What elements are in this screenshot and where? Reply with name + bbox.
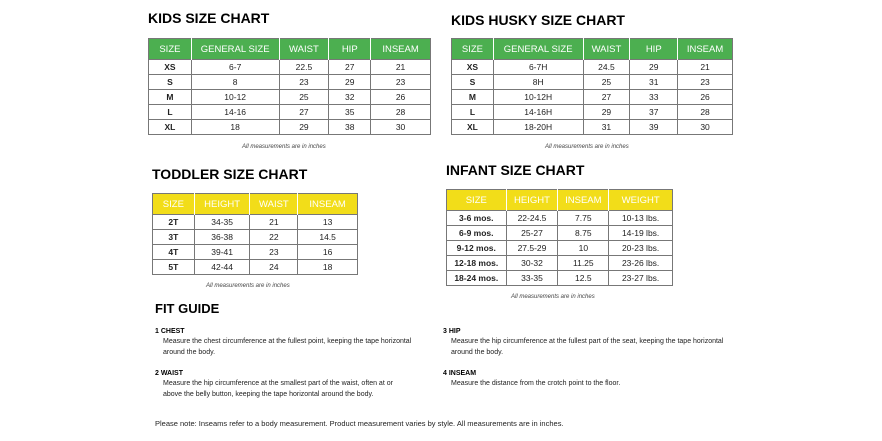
husky-measurement-note: All measurements are in inches xyxy=(545,144,629,150)
table-cell: 5T xyxy=(153,260,195,275)
toddler-measurement-note: All measurements are in inches xyxy=(206,283,290,289)
table-row xyxy=(447,226,673,241)
table-cell: 29 xyxy=(279,120,329,135)
column-header: GENERAL SIZE xyxy=(493,39,583,60)
column-header: INSEAM xyxy=(371,39,431,60)
table-cell: 11.25 xyxy=(558,256,609,271)
infant-size-table xyxy=(446,189,673,286)
table-cell: 31 xyxy=(583,120,630,135)
table-cell: S xyxy=(149,75,192,90)
column-header: HEIGHT xyxy=(506,190,558,211)
table-cell: 10 xyxy=(558,241,609,256)
table-cell: 23-27 lbs. xyxy=(609,271,673,286)
table-header-row xyxy=(452,39,733,60)
table-header-row xyxy=(149,39,431,60)
column-header: INSEAM xyxy=(558,190,609,211)
table-cell: 14-16H xyxy=(493,105,583,120)
table-cell: S xyxy=(452,75,494,90)
table-row xyxy=(153,215,358,230)
table-cell: 18-20H xyxy=(493,120,583,135)
table-cell: 6-7H xyxy=(493,60,583,75)
husky-chart-title: KIDS HUSKY SIZE CHART xyxy=(451,12,625,28)
table-cell: 29 xyxy=(329,75,371,90)
toddler-chart-title: TODDLER SIZE CHART xyxy=(152,166,308,182)
table-cell: 25 xyxy=(583,75,630,90)
kids-chart-title: KIDS SIZE CHART xyxy=(148,10,270,26)
table-row xyxy=(149,60,431,75)
table-row xyxy=(452,120,733,135)
table-cell: 2T xyxy=(153,215,195,230)
table-cell: 27 xyxy=(329,60,371,75)
table-cell: 14.5 xyxy=(298,230,358,245)
column-header: GENERAL SIZE xyxy=(191,39,279,60)
chest-heading: 1 CHEST xyxy=(155,328,185,335)
table-cell: 3-6 mos. xyxy=(447,211,507,226)
table-cell: 7.75 xyxy=(558,211,609,226)
table-cell: 28 xyxy=(371,105,431,120)
hip-heading: 3 HIP xyxy=(443,328,461,335)
waist-instructions: Measure the hip circumference at the smallest part of the waist, often at or above the belly button, keeping the tape horizontal around the body. xyxy=(163,380,393,398)
table-cell: 16 xyxy=(298,245,358,260)
column-header: WAIST xyxy=(583,39,630,60)
hip-instructions: Measure the hip circumference at the fullest part of the seat, keeping the tape horizontal around the body. xyxy=(451,338,724,356)
column-header: WAIST xyxy=(250,194,298,215)
toddler-size-table xyxy=(152,193,358,275)
table-cell: 30-32 xyxy=(506,256,558,271)
table-cell: 10-13 lbs. xyxy=(609,211,673,226)
table-row xyxy=(447,256,673,271)
table-row xyxy=(447,271,673,286)
table-cell: 25-27 xyxy=(506,226,558,241)
column-header: SIZE xyxy=(452,39,494,60)
column-header: INSEAM xyxy=(298,194,358,215)
table-cell: 10-12 xyxy=(191,90,279,105)
table-cell: 39 xyxy=(630,120,678,135)
table-header-row xyxy=(153,194,358,215)
table-row xyxy=(452,105,733,120)
table-cell: 29 xyxy=(630,60,678,75)
table-cell: 10-12H xyxy=(493,90,583,105)
table-row xyxy=(153,260,358,275)
table-cell: 27.5-29 xyxy=(506,241,558,256)
table-cell: 18-24 mos. xyxy=(447,271,507,286)
table-row xyxy=(447,241,673,256)
column-header: HEIGHT xyxy=(194,194,250,215)
husky-size-table xyxy=(451,38,733,135)
table-row xyxy=(149,75,431,90)
table-cell: 35 xyxy=(329,105,371,120)
table-cell: 6-9 mos. xyxy=(447,226,507,241)
table-cell: 24.5 xyxy=(583,60,630,75)
table-cell: 21 xyxy=(250,215,298,230)
table-cell: XS xyxy=(452,60,494,75)
table-cell: 20-23 lbs. xyxy=(609,241,673,256)
table-cell: 14-16 xyxy=(191,105,279,120)
column-header: WAIST xyxy=(279,39,329,60)
table-cell: 33-35 xyxy=(506,271,558,286)
table-cell: 9-12 mos. xyxy=(447,241,507,256)
table-row xyxy=(452,60,733,75)
table-cell: 27 xyxy=(583,90,630,105)
table-cell: 21 xyxy=(371,60,431,75)
kids-size-table xyxy=(148,38,431,135)
table-cell: 27 xyxy=(279,105,329,120)
table-row xyxy=(452,90,733,105)
table-cell: 23 xyxy=(250,245,298,260)
table-cell: 13 xyxy=(298,215,358,230)
table-cell: L xyxy=(149,105,192,120)
table-cell: 18 xyxy=(298,260,358,275)
table-cell: 22 xyxy=(250,230,298,245)
infant-measurement-note: All measurements are in inches xyxy=(511,294,595,300)
table-cell: 34-35 xyxy=(194,215,250,230)
table-cell: XL xyxy=(452,120,494,135)
table-cell: 36-38 xyxy=(194,230,250,245)
table-row xyxy=(452,75,733,90)
table-row xyxy=(447,211,673,226)
table-cell: 33 xyxy=(630,90,678,105)
column-header: WEIGHT xyxy=(609,190,673,211)
table-cell: 18 xyxy=(191,120,279,135)
table-cell: 29 xyxy=(583,105,630,120)
table-cell: 26 xyxy=(678,90,733,105)
table-cell: 38 xyxy=(329,120,371,135)
column-header: INSEAM xyxy=(678,39,733,60)
table-cell: 30 xyxy=(678,120,733,135)
table-row xyxy=(149,120,431,135)
table-cell: 3T xyxy=(153,230,195,245)
table-cell: 23-26 lbs. xyxy=(609,256,673,271)
table-cell: 37 xyxy=(630,105,678,120)
table-cell: XS xyxy=(149,60,192,75)
table-cell: 14-19 lbs. xyxy=(609,226,673,241)
column-header: SIZE xyxy=(153,194,195,215)
table-cell: 21 xyxy=(678,60,733,75)
table-cell: 23 xyxy=(279,75,329,90)
table-cell: 28 xyxy=(678,105,733,120)
table-cell: 4T xyxy=(153,245,195,260)
table-header-row xyxy=(447,190,673,211)
fit-guide-title: FIT GUIDE xyxy=(155,301,220,316)
table-row xyxy=(149,105,431,120)
table-row xyxy=(153,230,358,245)
table-cell: XL xyxy=(149,120,192,135)
table-cell: 22-24.5 xyxy=(506,211,558,226)
table-cell: 6-7 xyxy=(191,60,279,75)
table-cell: 31 xyxy=(630,75,678,90)
column-header: HIP xyxy=(630,39,678,60)
waist-heading: 2 WAIST xyxy=(155,370,184,377)
inseam-heading: 4 INSEAM xyxy=(443,370,477,377)
table-cell: L xyxy=(452,105,494,120)
kids-measurement-note: All measurements are in inches xyxy=(242,144,326,150)
table-row xyxy=(153,245,358,260)
table-cell: 26 xyxy=(371,90,431,105)
footnote: Please note: Inseams refer to a body measurement. Product measurement varies by style. All measurements are in inches. xyxy=(155,419,564,428)
table-cell: 8 xyxy=(191,75,279,90)
table-cell: M xyxy=(149,90,192,105)
column-header: SIZE xyxy=(149,39,192,60)
chest-instructions: Measure the chest circumference at the fullest point, keeping the tape horizontal around the body. xyxy=(163,338,412,356)
column-header: SIZE xyxy=(447,190,507,211)
column-header: HIP xyxy=(329,39,371,60)
table-row xyxy=(149,90,431,105)
table-cell: 24 xyxy=(250,260,298,275)
table-cell: 8.75 xyxy=(558,226,609,241)
table-cell: M xyxy=(452,90,494,105)
table-cell: 22.5 xyxy=(279,60,329,75)
table-cell: 42-44 xyxy=(194,260,250,275)
table-cell: 12-18 mos. xyxy=(447,256,507,271)
table-cell: 30 xyxy=(371,120,431,135)
table-cell: 32 xyxy=(329,90,371,105)
table-cell: 23 xyxy=(678,75,733,90)
table-cell: 23 xyxy=(371,75,431,90)
inseam-instructions: Measure the distance from the crotch point to the floor. xyxy=(451,380,621,387)
infant-chart-title: INFANT SIZE CHART xyxy=(446,162,585,178)
table-cell: 25 xyxy=(279,90,329,105)
table-cell: 12.5 xyxy=(558,271,609,286)
table-cell: 8H xyxy=(493,75,583,90)
table-cell: 39-41 xyxy=(194,245,250,260)
